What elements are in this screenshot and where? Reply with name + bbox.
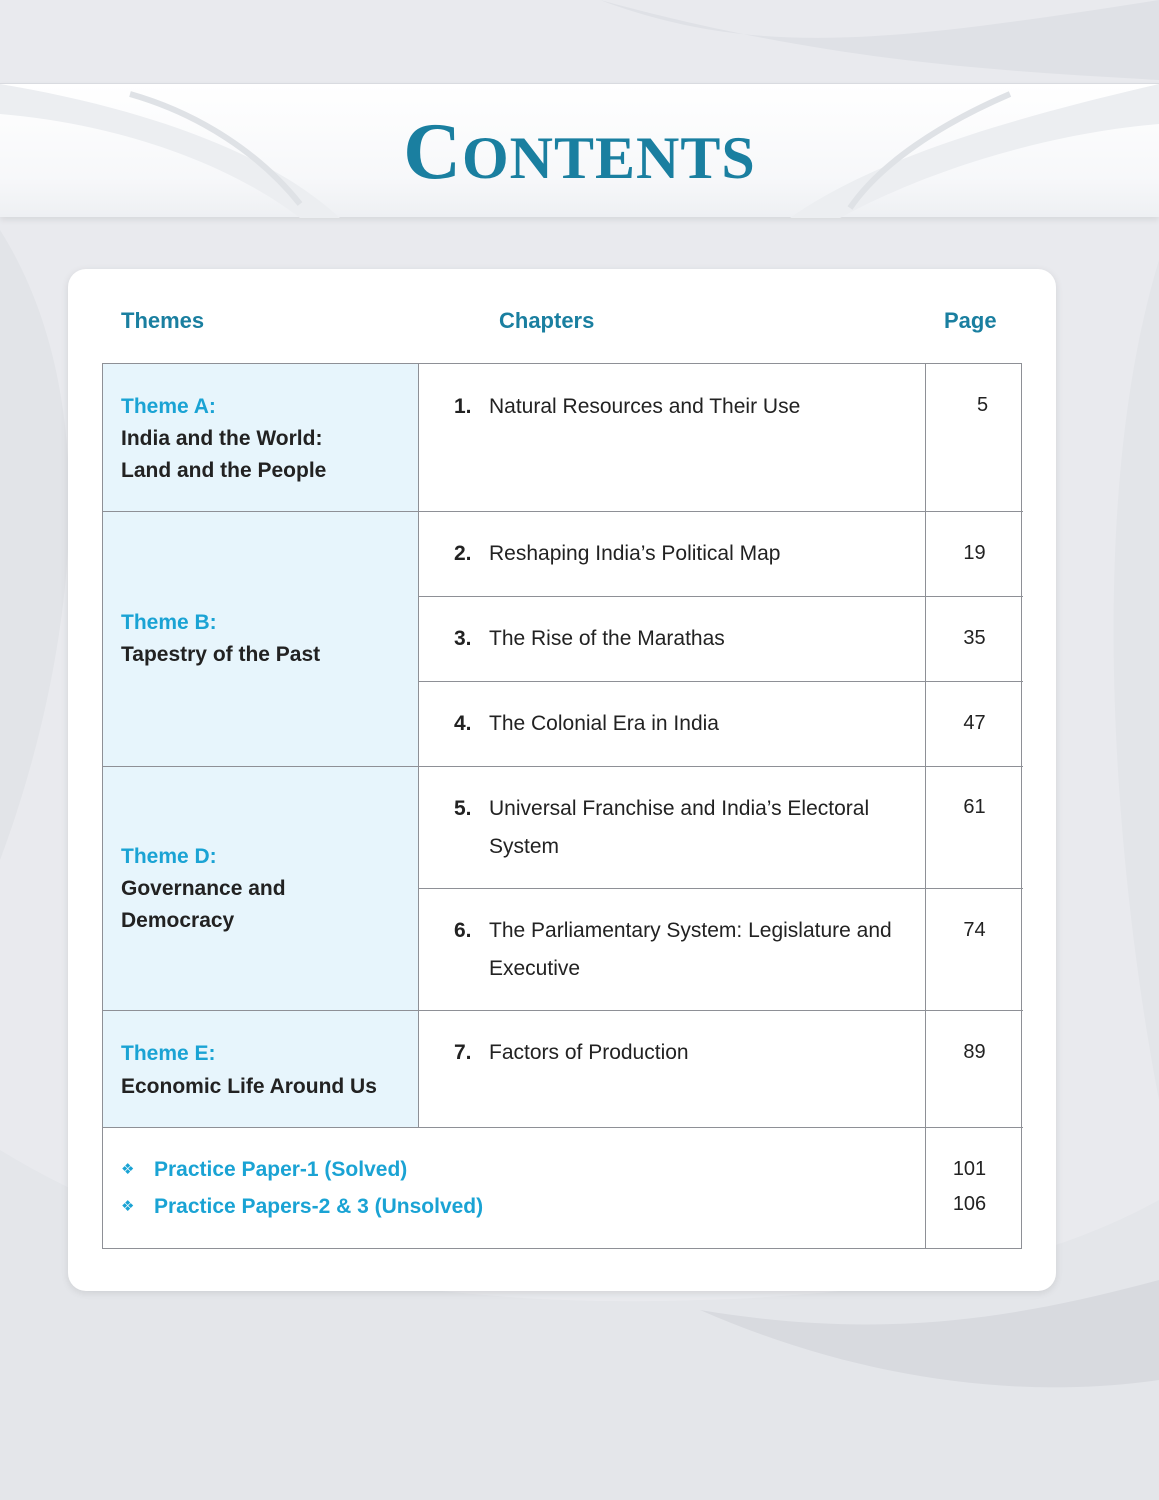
chapter-number: 6. [454,919,472,942]
page-number: 106 [952,1193,987,1215]
practice-item [121,1195,483,1219]
chapter-number: 3. [454,627,472,650]
page-cell [926,364,1023,512]
diamond-bullet-icon: ❖ [121,1198,135,1215]
chapter-number: 7. [454,1041,472,1064]
chapter-row [419,512,926,597]
page-number: 5 [976,394,989,416]
chapter-title: Reshaping India’s Political Map [489,542,781,565]
theme-label: Theme E: [121,1042,216,1065]
chapter-row [419,597,926,682]
practice-item [121,1158,407,1182]
chapters-column-header: Chapters [499,308,595,333]
page-number: 89 [963,1041,986,1063]
theme-name: India and the World: Land and the People [121,427,327,482]
page-number: 35 [963,627,986,649]
theme-name: Governance and Democracy [121,877,286,932]
chapter-row [419,889,926,1011]
chapter-title: Universal Franchise and India’s Electoral System [489,797,870,858]
practice-page-cell [926,1128,1023,1248]
title-band [0,83,1159,217]
page-number: 74 [963,919,986,941]
page-number: 101 [952,1158,987,1180]
theme-label: Theme A: [121,395,216,418]
page-cell [926,682,1023,767]
page-title-initial: C [403,108,462,196]
theme-cell-b [103,512,419,767]
chapter-title: The Rise of the Marathas [489,627,725,650]
themes-column-header: Themes [121,308,205,333]
practice-papers-cell [103,1128,926,1248]
chapter-row [419,364,926,512]
page-number: 61 [963,796,986,818]
page-cell [926,889,1023,1011]
practice-label: Practice Papers-2 & 3 (Unsolved) [154,1195,484,1218]
chapter-number: 4. [454,712,472,735]
chapter-number: 5. [454,797,472,820]
contents-table [102,363,1022,1249]
chapter-title: Factors of Production [489,1041,689,1064]
page-column-header: Page [944,308,997,333]
chapter-title: Natural Resources and Their Use [489,395,801,418]
page-title [0,108,1159,198]
diamond-bullet-icon: ❖ [121,1161,135,1178]
chapter-title: The Parliamentary System: Legislature and Executive [489,919,892,980]
page-title-rest: ONTENTS [462,125,756,191]
theme-label: Theme D: [121,845,217,868]
theme-cell-e [103,1011,419,1128]
practice-label: Practice Paper-1 (Solved) [154,1158,408,1181]
page-number: 19 [963,542,986,564]
page-cell [926,512,1023,597]
chapter-number: 2. [454,542,472,565]
chapter-title: The Colonial Era in India [489,712,719,735]
theme-name: Tapestry of the Past [121,643,321,666]
theme-cell-d [103,767,419,1011]
page-number: 47 [963,712,986,734]
chapter-row [419,682,926,767]
page-cell [926,1011,1023,1128]
page-cell [926,767,1023,889]
theme-name: Economic Life Around Us [121,1075,377,1098]
page-cell [926,597,1023,682]
theme-label: Theme B: [121,611,217,634]
theme-cell-a [103,364,419,512]
chapter-row [419,767,926,889]
chapter-row [419,1011,926,1128]
chapter-number: 1. [454,395,472,418]
